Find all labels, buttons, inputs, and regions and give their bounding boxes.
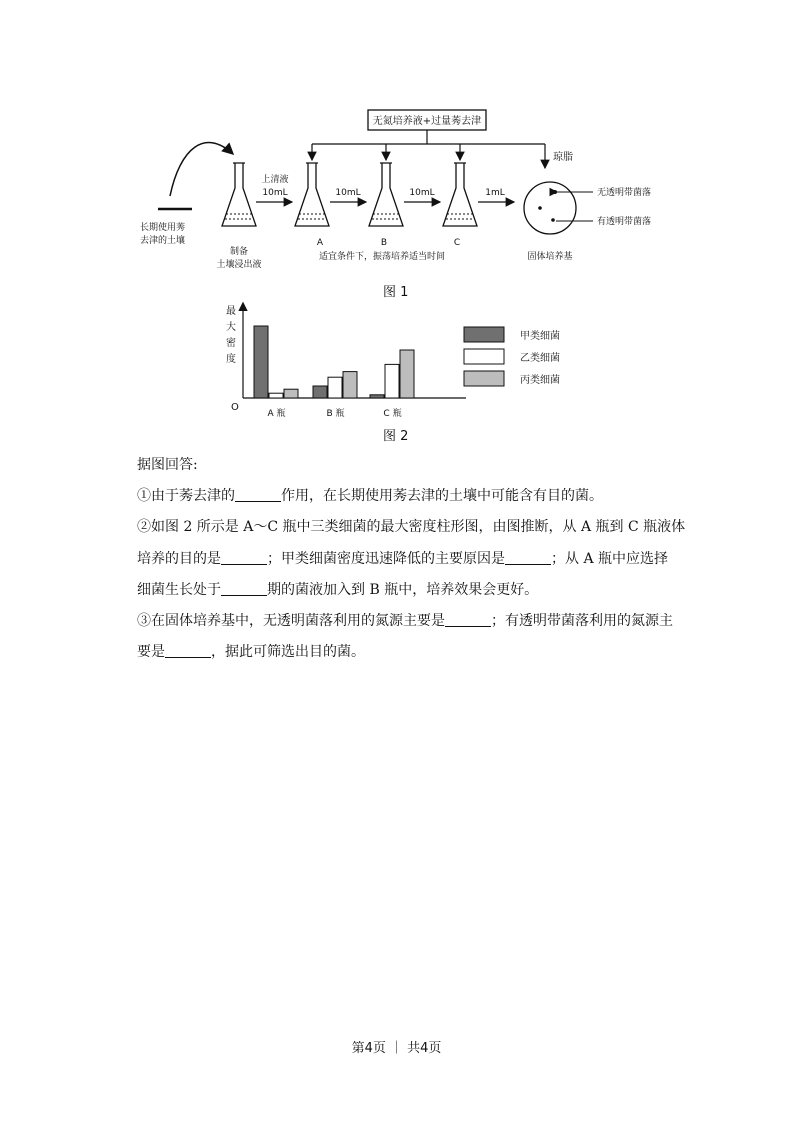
question-3-line-2 xyxy=(137,642,682,662)
prep-label-2: 土壤浸出液 xyxy=(216,260,262,270)
legend-label-1: 甲类细菌 xyxy=(520,331,560,342)
flask-a-label: A xyxy=(316,238,324,248)
legend-swatch-3 xyxy=(464,371,504,386)
figure-2-bar-chart xyxy=(0,0,793,430)
legend-swatch-2 xyxy=(464,349,504,364)
origin-label: O xyxy=(231,402,239,413)
prep-label-1: 制备 xyxy=(229,247,249,257)
y-label-char-1: 最 xyxy=(226,306,236,317)
x-tick-label-2: B 瓶 xyxy=(326,409,345,419)
q3-text-d: ，据此可筛选出目的菌。 xyxy=(211,644,365,660)
q2-blank-3[interactable] xyxy=(221,581,267,596)
q3-text-b: ；有透明带菌落利用的氮源主 xyxy=(491,613,673,629)
flask-c-label: C xyxy=(453,238,461,248)
x-tick-label-1: A 瓶 xyxy=(267,409,286,419)
medium-box-label: 无氮培养液+过量莠去津 xyxy=(372,116,482,127)
q2-text-d: 细菌生长处于 xyxy=(137,582,221,598)
q1-text-b: 作用，在长期使用莠去津的土壤中可能含有目的菌。 xyxy=(281,488,603,504)
question-2-line-1: ②如图 2 所示是 A～C 瓶中三类细菌的最大密度柱形图，由图推断，从 A 瓶到 C 瓶液体 xyxy=(137,519,686,535)
bar-1-series-2 xyxy=(269,393,283,398)
x-tick-label-3: C 瓶 xyxy=(383,409,402,419)
volume-4-label: 1mL xyxy=(485,188,505,198)
flask-b-label: B xyxy=(380,238,388,248)
q1-blank[interactable] xyxy=(235,487,281,502)
q3-blank-2[interactable] xyxy=(165,643,211,658)
bar-3-series-2 xyxy=(385,364,399,398)
volume-3-label: 10mL xyxy=(409,188,435,198)
bar-3-series-3 xyxy=(400,350,414,398)
legend-label-3: 丙类细菌 xyxy=(520,375,560,386)
question-1 xyxy=(137,486,682,506)
y-label-char-2: 大 xyxy=(226,322,236,333)
q3-text-a: ③在固体培养基中，无透明菌落利用的氮源主要是 xyxy=(137,613,445,629)
figure-1-caption: 图 1 xyxy=(383,285,409,300)
question-intro: 据图回答: xyxy=(137,457,198,473)
q2-text-b: ；甲类细菌密度迅速降低的主要原因是 xyxy=(267,551,505,567)
volume-2-label: 10mL xyxy=(335,188,361,198)
legend-label-2: 乙类细菌 xyxy=(520,353,560,364)
q2-blank-2[interactable] xyxy=(505,550,551,565)
soil-label-1: 长期使用莠 xyxy=(140,223,186,233)
bar-1-series-1 xyxy=(254,326,268,398)
chart-legend xyxy=(464,327,560,386)
page-footer: 第4页 ｜ 共4页 xyxy=(351,1041,442,1056)
figure-2-caption: 图 2 xyxy=(383,429,409,444)
colony-halo-label: 有透明带菌落 xyxy=(597,217,652,227)
culture-note: 适宜条件下，振荡培养适当时间 xyxy=(318,252,446,262)
legend-swatch-1 xyxy=(464,327,504,342)
q2-text-e: 期的菌液加入到 B 瓶中，培养效果会更好。 xyxy=(267,582,539,598)
chart-bars xyxy=(254,326,414,398)
soil-label-2: 去津的土壤 xyxy=(140,236,186,246)
q3-blank-1[interactable] xyxy=(445,612,491,627)
bar-2-series-2 xyxy=(328,377,342,398)
y-label-char-4: 度 xyxy=(226,354,236,365)
bar-1-series-3 xyxy=(284,389,298,398)
agar-label: 琼脂 xyxy=(553,152,573,163)
bar-2-series-3 xyxy=(343,372,357,398)
question-2-line-2 xyxy=(137,549,682,569)
volume-1-label: 10mL xyxy=(262,188,288,198)
bar-3-series-1 xyxy=(370,395,384,398)
q2-text-a: 培养的目的是 xyxy=(137,551,221,567)
plate-label: 固体培养基 xyxy=(527,252,573,262)
colony-no-halo-label: 无透明带菌落 xyxy=(597,188,652,198)
y-label-char-3: 密 xyxy=(226,338,236,349)
chart-x-ticks xyxy=(267,407,401,419)
q2-text-c: ；从 A 瓶中应选择 xyxy=(551,551,669,567)
q2-blank-1[interactable] xyxy=(221,550,267,565)
question-3-line-1 xyxy=(137,611,682,631)
supernatant-label: 上清液 xyxy=(261,175,289,185)
q3-text-c: 要是 xyxy=(137,644,165,660)
question-2-line-3 xyxy=(137,580,682,600)
q1-text-a: ①由于莠去津的 xyxy=(137,488,235,504)
bar-2-series-1 xyxy=(313,386,327,398)
